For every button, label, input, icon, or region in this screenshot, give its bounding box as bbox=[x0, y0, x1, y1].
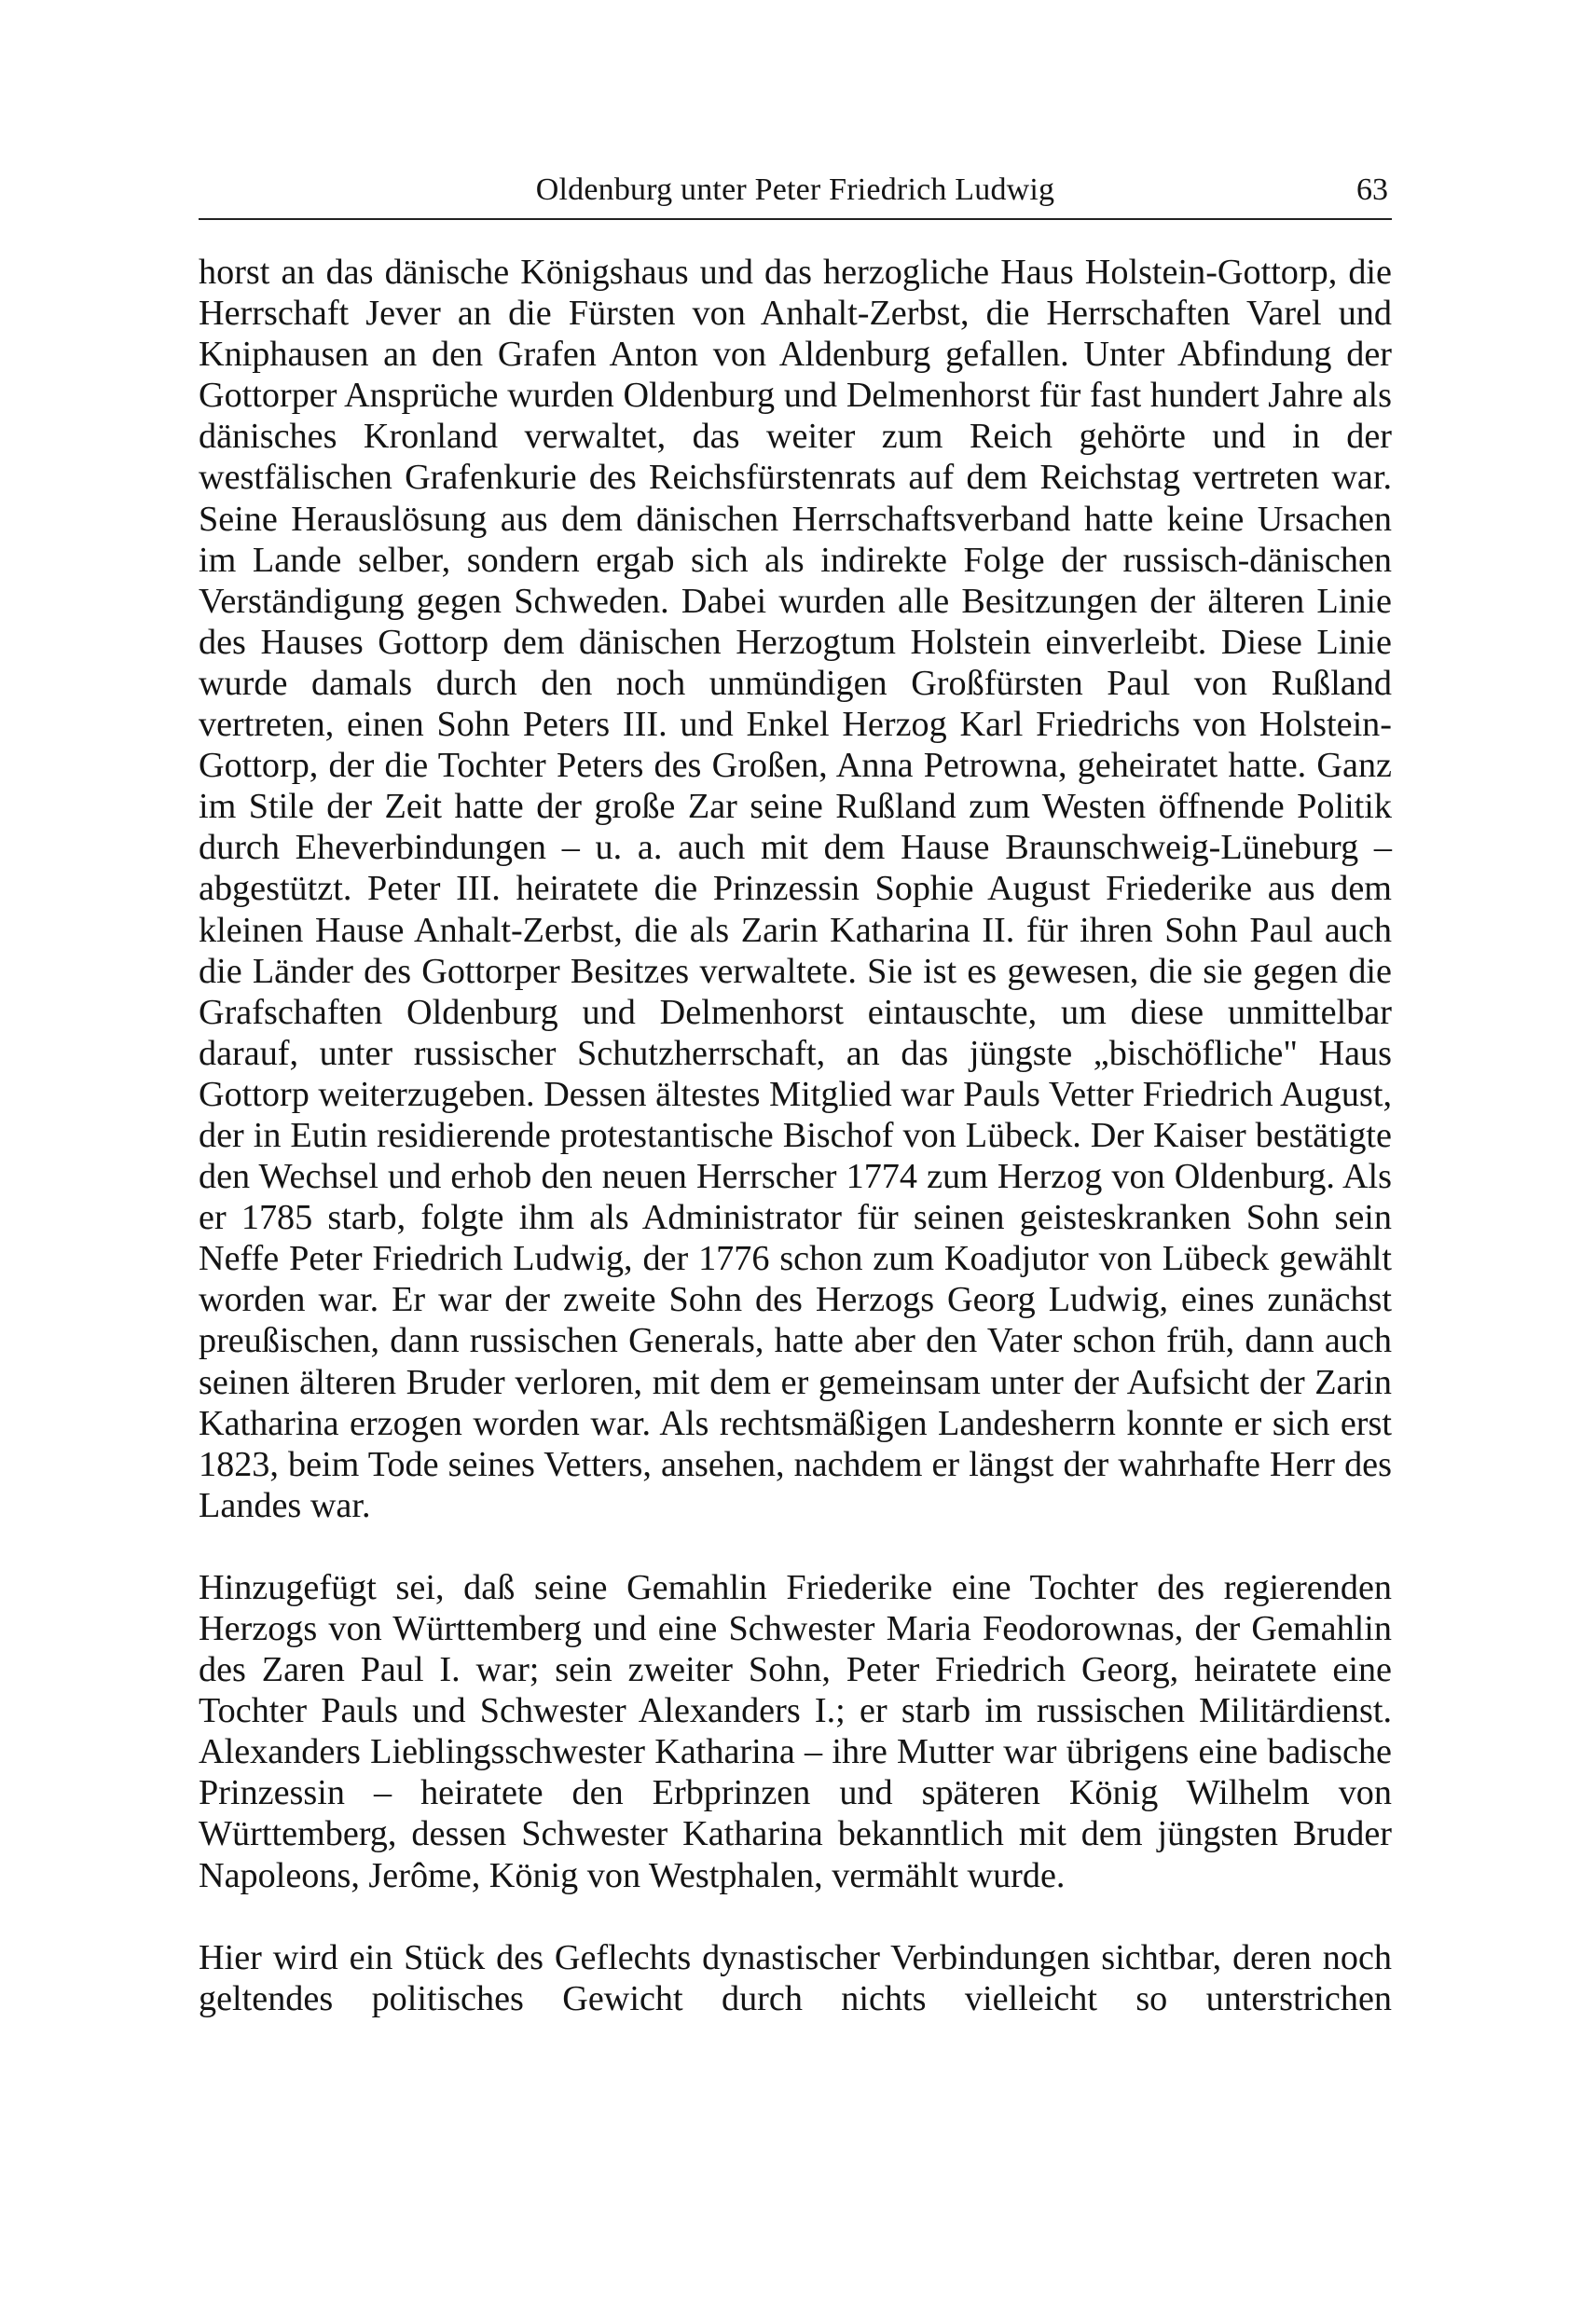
page-number: 63 bbox=[1356, 172, 1388, 207]
paragraph-1: horst an das dänische Königshaus und das herzogliche Haus Holstein-Gottorp, die Herrschaft Jever an die Fürsten von Anhalt-Zerbst, die Herrschaften Varel und Kniphausen an den Grafen Anton von Aldenburg gefallen. Unter Abfindung der Gottorper Ansprüche wurden Oldenburg und Delmenhorst für fast hundert Jahre als dänisches Kronland verwaltet, das weiter zum Reich gehörte und in der westfälischen Grafenkurie des Reichsfürstenrats auf dem Reichstag vertreten war. Seine Herauslösung aus dem dänischen Herrschaftsverband hatte keine Ursachen im Lande selber, sondern ergab sich als indirekte Folge der russisch-dänischen Verständigung gegen Schweden. Dabei wurden alle Besitzungen der älteren Linie des Hauses Gottorp dem dänischen Herzogtum Holstein einverleibt. Diese Linie wurde damals durch den noch unmündigen Großfürsten Paul von Rußland vertreten, einen Sohn Peters III. und Enkel Herzog Karl Friedrichs von Holstein-Gottorp, der die Tochter Peters des Großen, Anna Petrowna, geheiratet hatte. Ganz im Stile der Zeit hatte der große Zar seine Rußland zum Westen öffnende Politik durch Eheverbindungen – u. a. auch mit dem Hause Braunschweig-Lüneburg – abgestützt. Peter III. heiratete die Prinzessin Sophie August Friederike aus dem kleinen Hause Anhalt-Zerbst, die als Zarin Katharina II. für ihren Sohn Paul auch die Länder des Gottorper Besitzes verwaltete. Sie ist es gewesen, die sie gegen die Grafschaften Oldenburg und Delmenhorst eintauschte, um diese unmittelbar darauf, unter russischer Schutzherrschaft, an das jüngste „bischöfliche" Haus Gottorp weiterzugeben. Dessen ältestes Mitglied war Pauls Vetter Friedrich August, der in Eutin residierende protestantische Bischof von Lübeck. Der Kaiser bestätigte den Wechsel und erhob den neuen Herrscher 1774 zum Herzog von Oldenburg. Als er 1785 starb, folgte ihm als Administrator für seinen geisteskranken Sohn sein Neffe Peter Friedrich Ludwig, der 1776 schon zum Koadjutor von Lübeck gewählt worden war. Er war der zweite Sohn des Herzogs Georg Ludwig, eines zunächst preußischen, dann russischen Generals, hatte aber den Vater schon früh, dann auch seinen älteren Bruder verloren, mit dem er gemeinsam unter der Aufsicht der Zarin Katharina erzogen worden war. Als rechtsmäßigen Landesherrn konnte er sich erst 1823, beim Tode seines Vetters, ansehen, nachdem er längst der wahrhafte Herr des Landes war. bbox=[199, 253, 1392, 1525]
document-page bbox=[199, 0, 1392, 2312]
running-header bbox=[199, 166, 1392, 220]
paragraph-3: Hier wird ein Stück des Geflechts dynastischer Verbindungen sichtbar, deren noch geltendes politisches Gewicht durch nichts vielleicht so unterstrichen bbox=[199, 1937, 1392, 2018]
body-text bbox=[199, 252, 1392, 2019]
running-title: Oldenburg unter Peter Friedrich Ludwig bbox=[535, 172, 1055, 207]
paragraph-2: Hinzugefügt sei, daß seine Gemahlin Friederike eine Tochter des regierenden Herzogs von Württemberg und eine Schwester Maria Feodorownas, der Gemahlin des Zaren Paul I. war; sein zweiter Sohn, Peter Friedrich Georg, heiratete eine Tochter Pauls und Schwester Alexanders I.; er starb im russischen Militärdienst. Alexanders Lieblingsschwester Katharina – ihre Mutter war übrigens eine badische Prinzessin – heiratete den Erbprinzen und späteren König Wilhelm von Württemberg, dessen Schwester Katharina bekanntlich mit dem jüngsten Bruder Napoleons, Jerôme, König von Westphalen, vermählt wurde. bbox=[199, 1567, 1392, 1895]
